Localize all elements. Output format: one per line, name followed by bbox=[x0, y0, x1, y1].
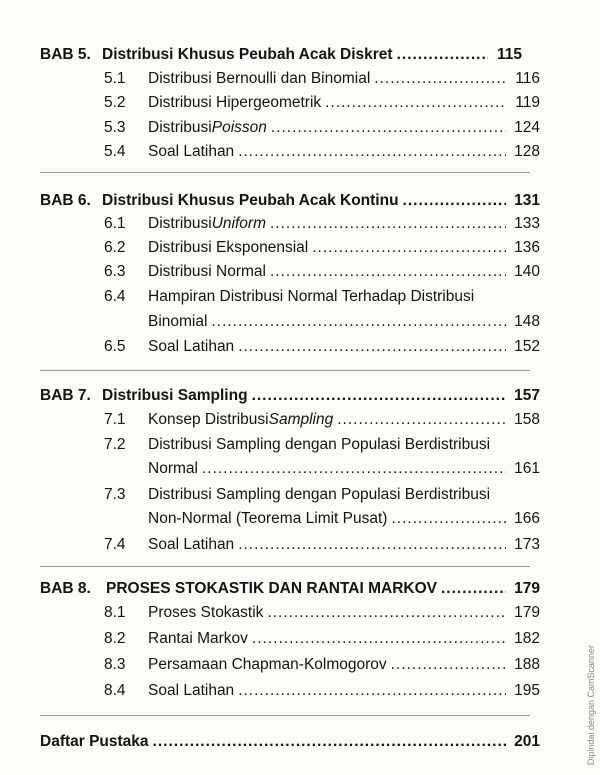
section-page: 124 bbox=[514, 119, 540, 136]
section-title: Distribusi Eksponensial bbox=[148, 239, 309, 256]
section-title-continued: Binomial bbox=[148, 313, 208, 330]
chapter-page: 115 bbox=[496, 46, 522, 63]
bibliography-title: Daftar Pustaka bbox=[40, 733, 149, 750]
dot-leader bbox=[202, 460, 506, 478]
section-page: 195 bbox=[514, 682, 540, 699]
toc-section-6-3[interactable] bbox=[104, 263, 540, 281]
toc-section-7-1[interactable] bbox=[104, 411, 540, 429]
section-page: 173 bbox=[514, 536, 540, 553]
dot-leader bbox=[238, 536, 506, 554]
toc-section-7-2[interactable] bbox=[104, 436, 490, 454]
chapter-page: 179 bbox=[514, 580, 540, 597]
section-number: 7.4 bbox=[104, 536, 126, 553]
toc-section-6-2[interactable] bbox=[104, 239, 540, 257]
dot-leader bbox=[325, 94, 506, 112]
dot-leader bbox=[270, 263, 506, 281]
divider bbox=[40, 370, 530, 371]
toc-section-6-5[interactable] bbox=[104, 338, 540, 356]
toc-section-5-2[interactable] bbox=[104, 94, 540, 112]
dot-leader bbox=[267, 604, 506, 622]
section-page: 140 bbox=[514, 263, 540, 280]
toc-chapter-5[interactable] bbox=[40, 46, 522, 64]
section-title-italic: Uniform bbox=[211, 215, 266, 232]
toc-chapter-6[interactable] bbox=[40, 192, 540, 210]
toc-section-6-1[interactable] bbox=[104, 215, 540, 233]
section-title-continued: Normal bbox=[148, 460, 198, 477]
chapter-title: Distribusi Sampling bbox=[102, 387, 248, 404]
dot-leader bbox=[391, 656, 506, 674]
section-title: Konsep Distribusi bbox=[148, 411, 269, 428]
section-number: 6.3 bbox=[104, 263, 126, 280]
dot-leader bbox=[238, 143, 506, 161]
dot-leader bbox=[403, 192, 506, 210]
section-title: Distribusi Hipergeometrik bbox=[148, 94, 322, 111]
section-title: Persamaan Chapman-Kolmogorov bbox=[148, 656, 387, 673]
section-title: Distribusi Sampling dengan Populasi Berdistribusi bbox=[148, 436, 491, 453]
section-page: 166 bbox=[514, 510, 540, 527]
toc-section-7-2-cont[interactable] bbox=[148, 460, 540, 478]
dot-leader bbox=[153, 733, 506, 751]
chapter-page: 157 bbox=[514, 387, 540, 404]
toc-section-5-4[interactable] bbox=[104, 143, 540, 161]
section-page: 119 bbox=[515, 94, 540, 111]
chapter-number: BAB 6. bbox=[40, 192, 91, 209]
section-title: Soal Latihan bbox=[148, 536, 235, 553]
chapter-page: 131 bbox=[514, 192, 540, 209]
toc-section-8-3[interactable] bbox=[104, 656, 540, 674]
dot-leader bbox=[441, 580, 506, 598]
dot-leader bbox=[397, 46, 488, 64]
toc-section-8-4[interactable] bbox=[104, 682, 540, 700]
section-title-continued: Non-Normal (Teorema Limit Pusat) bbox=[148, 510, 388, 527]
scanner-watermark: Dipindai dengan CamScanner bbox=[586, 644, 596, 765]
dot-leader bbox=[337, 411, 506, 429]
dot-leader bbox=[270, 215, 506, 233]
dot-leader bbox=[238, 338, 506, 356]
section-title: Distribusi bbox=[148, 215, 212, 232]
section-title: Rantai Markov bbox=[148, 630, 248, 647]
section-title: Soal Latihan bbox=[148, 143, 235, 160]
section-number: 8.3 bbox=[104, 656, 126, 673]
chapter-title: Distribusi Khusus Peubah Acak Kontinu bbox=[102, 192, 399, 209]
section-page: 161 bbox=[514, 460, 540, 477]
section-page: 148 bbox=[514, 313, 540, 330]
toc-section-7-3[interactable] bbox=[104, 486, 490, 504]
dot-leader bbox=[391, 510, 506, 528]
section-title: Soal Latihan bbox=[148, 682, 235, 699]
section-title: Soal Latihan bbox=[148, 338, 235, 355]
chapter-number: BAB 8. bbox=[40, 580, 91, 597]
toc-section-6-4[interactable] bbox=[104, 288, 474, 306]
section-number: 5.4 bbox=[104, 143, 126, 160]
section-page: 116 bbox=[515, 70, 540, 87]
section-number: 7.1 bbox=[104, 411, 126, 428]
chapter-title: PROSES STOKASTIK DAN RANTAI MARKOV bbox=[106, 580, 437, 597]
section-number: 5.3 bbox=[104, 119, 126, 136]
section-title: Distribusi bbox=[148, 119, 212, 136]
section-page: 182 bbox=[514, 630, 540, 647]
section-title-italic: Poisson bbox=[211, 119, 267, 136]
section-number: 6.2 bbox=[104, 239, 126, 256]
section-page: 188 bbox=[514, 656, 540, 673]
dot-leader bbox=[252, 630, 506, 648]
section-page: 179 bbox=[514, 604, 540, 621]
divider bbox=[40, 566, 530, 567]
section-number: 7.2 bbox=[104, 436, 126, 453]
section-number: 5.1 bbox=[104, 70, 126, 87]
toc-chapter-8[interactable] bbox=[40, 580, 540, 598]
section-page: 128 bbox=[514, 143, 540, 160]
section-number: 8.1 bbox=[104, 604, 126, 621]
section-number: 7.3 bbox=[104, 486, 126, 503]
toc-section-8-2[interactable] bbox=[104, 630, 540, 648]
section-title: Distribusi Bernoulli dan Binomial bbox=[148, 70, 371, 87]
section-number: 8.2 bbox=[104, 630, 126, 647]
bibliography-page: 201 bbox=[514, 733, 540, 750]
section-title: Distribusi Sampling dengan Populasi Berdistribusi bbox=[148, 486, 491, 503]
toc-chapter-7[interactable] bbox=[40, 387, 540, 405]
section-page: 158 bbox=[514, 411, 540, 428]
dot-leader bbox=[374, 70, 506, 88]
dot-leader bbox=[211, 313, 506, 331]
toc-section-7-3-cont[interactable] bbox=[148, 510, 540, 528]
section-page: 152 bbox=[514, 338, 540, 355]
dot-leader bbox=[312, 239, 506, 257]
toc-section-7-4[interactable] bbox=[104, 536, 540, 554]
toc-section-8-1[interactable] bbox=[104, 604, 540, 622]
section-title-italic: Sampling bbox=[268, 411, 334, 428]
section-number: 6.4 bbox=[104, 288, 126, 305]
section-title: Distribusi Normal bbox=[148, 263, 266, 280]
section-page: 133 bbox=[514, 215, 540, 232]
toc-bibliography[interactable] bbox=[40, 733, 540, 751]
dot-leader bbox=[238, 682, 506, 700]
section-number: 6.1 bbox=[104, 215, 126, 232]
dot-leader bbox=[271, 119, 506, 137]
section-title: Proses Stokastik bbox=[148, 604, 264, 621]
chapter-title: Distribusi Khusus Peubah Acak Diskret bbox=[102, 46, 393, 63]
divider bbox=[40, 715, 530, 716]
toc-section-5-1[interactable] bbox=[104, 70, 540, 88]
section-page: 136 bbox=[514, 239, 540, 256]
toc-section-5-3[interactable] bbox=[104, 119, 540, 137]
section-number: 5.2 bbox=[104, 94, 126, 111]
toc-section-6-4-cont[interactable] bbox=[148, 313, 540, 331]
dot-leader bbox=[252, 387, 506, 405]
chapter-number: BAB 5. bbox=[40, 46, 91, 63]
section-number: 6.5 bbox=[104, 338, 126, 355]
divider bbox=[40, 172, 530, 173]
section-number: 8.4 bbox=[104, 682, 126, 699]
section-title: Hampiran Distribusi Normal Terhadap Distribusi bbox=[148, 288, 475, 305]
chapter-number: BAB 7. bbox=[40, 387, 91, 404]
